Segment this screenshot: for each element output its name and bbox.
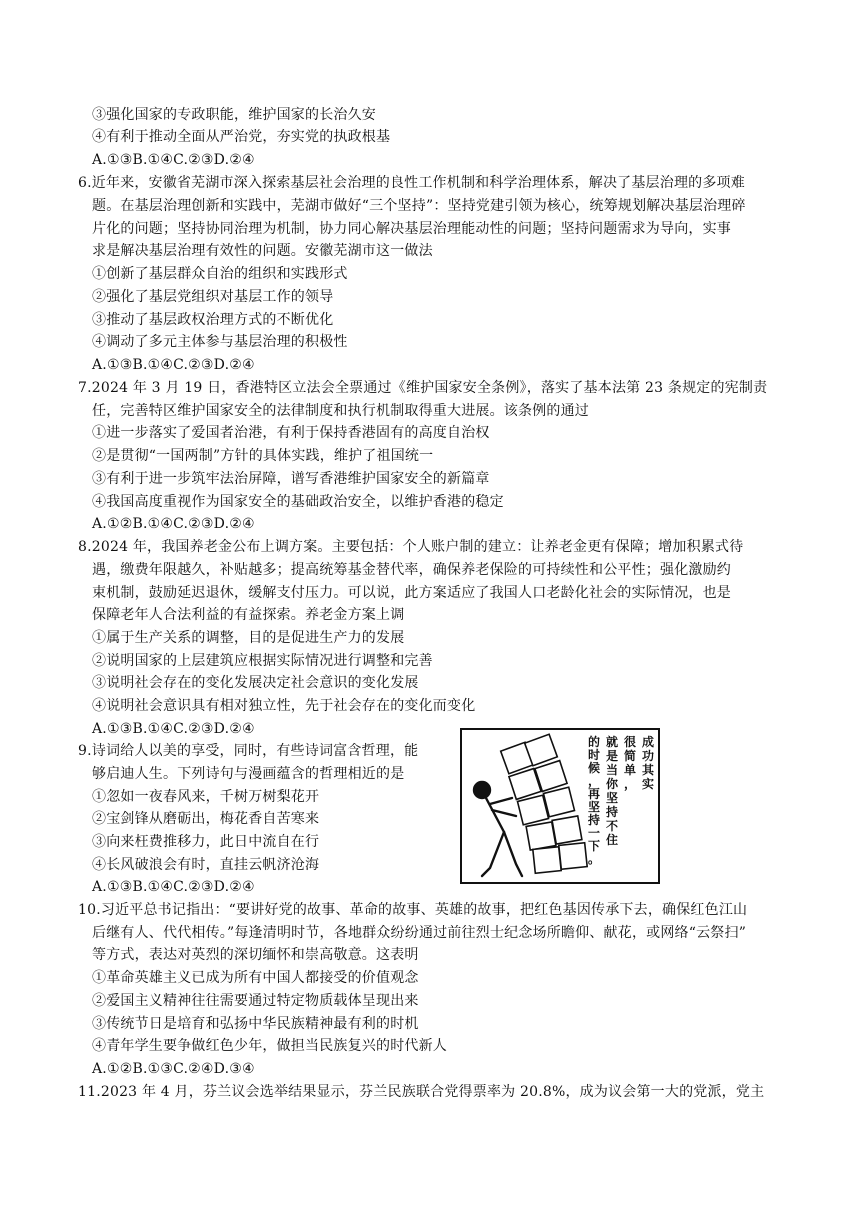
caption-col-4: 的时候，再坚持一下。 xyxy=(587,735,601,866)
q9-option-1: ①忽如一夜春风来，千树万树梨花开 xyxy=(92,789,320,805)
q6-option-4: ④调动了多元主体参与基层治理的积极性 xyxy=(92,334,348,350)
q7-option-3: ③有利于进一步筑牢法治屏障，谱写香港维护国家安全的新篇章 xyxy=(92,471,490,487)
q9-option-2: ②宝剑锋从磨砺出，梅花香自苦寒来 xyxy=(92,811,320,827)
q7-stem-line-1: 7.2024 年 3 月 19 日，香港特区立法会全票通过《维护国家安全条例》，落实了基本法第 23 条规定的宪制责 xyxy=(78,380,768,396)
q8-option-2: ②说明国家的上层建筑应根据实际情况进行调整和完善 xyxy=(92,653,433,669)
q8-stem-line-3: 束机制，鼓励延迟退休，缓解支付压力。可以说，此方案适应了我国人口老龄化社会的实际情况，也是 xyxy=(92,585,731,601)
q8-stem-line-1: 8.2024 年，我国养老金公布上调方案。主要包括：个人账户制的建立：让养老金更有保障；增加积累式待 xyxy=(78,539,744,555)
q7-option-2: ②是贯彻“一国两制”方针的具体实践，维护了祖国统一 xyxy=(92,448,434,464)
cartoon-illustration xyxy=(460,728,660,884)
q6-option-1: ①创新了基层群众自治的组织和实践形式 xyxy=(92,266,348,282)
caption-col-1: 成功其实 xyxy=(641,735,655,791)
q8-stem-line-2: 遇，缴费年限越久，补贴越多；提高统筹基金替代率，确保养老保险的可持续性和公平性；强化激励约 xyxy=(92,562,731,578)
q10-option-4: ④青年学生要争做红色少年，做担当民族复兴的时代新人 xyxy=(92,1038,447,1054)
q7-option-4: ④我国高度重视作为国家安全的基础政治安全，以维护香港的稳定 xyxy=(92,494,504,510)
q5-option-4: ④有利于推动全面从严治党，夯实党的执政根基 xyxy=(92,129,391,145)
q6-stem-line-3: 片化的问题；坚持协同治理为机制，协力同心解决基层治理能动性的问题；坚持问题需求为导向，实事 xyxy=(92,221,731,237)
q10-stem-line-1: 10.习近平总书记指出：“要讲好党的故事、革命的故事、英雄的故事，把红色基因传承下去，确保红色江山 xyxy=(78,902,748,918)
q9-option-3: ③向来枉费推移力，此日中流自在行 xyxy=(92,834,320,850)
caption-col-3: 就是当你坚持不住 xyxy=(605,735,619,847)
q9-stem-line-1: 9.诗词给人以美的享受，同时，有些诗词富含哲理，能 xyxy=(78,743,419,759)
q9-stem-line-2: 够启迪人生。下列诗句与漫画蕴含的哲理相近的是 xyxy=(92,766,405,782)
q6-option-3: ③推动了基层政权治理方式的不断优化 xyxy=(92,312,334,328)
q9-option-4: ④长风破浪会有时，直挂云帆济沧海 xyxy=(92,857,320,873)
q10-answers: A.①②B.①③C.②④D.③④ xyxy=(92,1061,255,1077)
q8-option-1: ①属于生产关系的调整，目的是促进生产力的发展 xyxy=(92,630,405,646)
q10-stem-line-3: 等方式，表达对英烈的深切缅怀和崇高敬意。这表明 xyxy=(92,947,419,963)
q8-answers: A.①③B.①④C.②③D.②④ xyxy=(92,721,255,737)
q10-option-2: ②爱国主义精神往往需要通过特定物质载体呈现出来 xyxy=(92,993,419,1009)
q5-answers: A.①③B.①④C.②③D.②④ xyxy=(92,152,255,168)
q6-stem-line-4: 求是解决基层治理有效性的问题。安徽芜湖市这一做法 xyxy=(92,243,433,259)
q10-stem-line-2: 后继有人、代代相传。”每逢清明时节，各地群众纷纷通过前往烈士纪念场所瞻仰、献花，或网络“云祭扫” xyxy=(92,925,747,941)
q6-answers: A.①③B.①④C.②③D.②④ xyxy=(92,357,255,373)
caption-col-2: 很简单， xyxy=(623,735,637,791)
q7-option-1: ①进一步落实了爱国者治港，有利于保持香港固有的高度自治权 xyxy=(92,425,490,441)
q6-option-2: ②强化了基层党组织对基层工作的领导 xyxy=(92,289,334,305)
q7-stem-line-2: 任，完善特区维护国家安全的法律制度和执行机制取得重大进展。该条例的通过 xyxy=(92,403,589,419)
q5-option-3: ③强化国家的专政职能，维护国家的长治久安 xyxy=(92,107,376,123)
q9-answers: A.①③B.①④C.②③D.②④ xyxy=(92,879,255,895)
q8-option-4: ④说明社会意识具有相对独立性，先于社会存在的变化而变化 xyxy=(92,698,476,714)
q10-option-3: ③传统节日是培育和弘扬中华民族精神最有利的时机 xyxy=(92,1016,419,1032)
q10-option-1: ①革命英雄主义已成为所有中国人都接受的价值观念 xyxy=(92,970,419,986)
q7-answers: A.①②B.①④C.②③D.②④ xyxy=(92,516,255,532)
q8-option-3: ③说明社会存在的变化发展决定社会意识的变化发展 xyxy=(92,675,419,691)
q8-stem-line-4: 保障老年人合法利益的有益探索。养老金方案上调 xyxy=(92,607,405,623)
q6-stem-line-1: 6.近年来，安徽省芜湖市深入探索基层社会治理的良性工作机制和科学治理体系，解决了基层治理的多项难 xyxy=(78,175,745,191)
q11-stem-line-1: 11.2023 年 4 月，芬兰议会选举结果显示，芬兰民族联合党得票率为 20.8%，成为议会第一大的党派，党主 xyxy=(78,1084,765,1100)
q6-stem-line-2: 题。在基层治理创新和实践中，芜湖市做好“三个坚持”：坚持党建引领为核心，统筹规划解决基层治理碎 xyxy=(92,198,746,214)
